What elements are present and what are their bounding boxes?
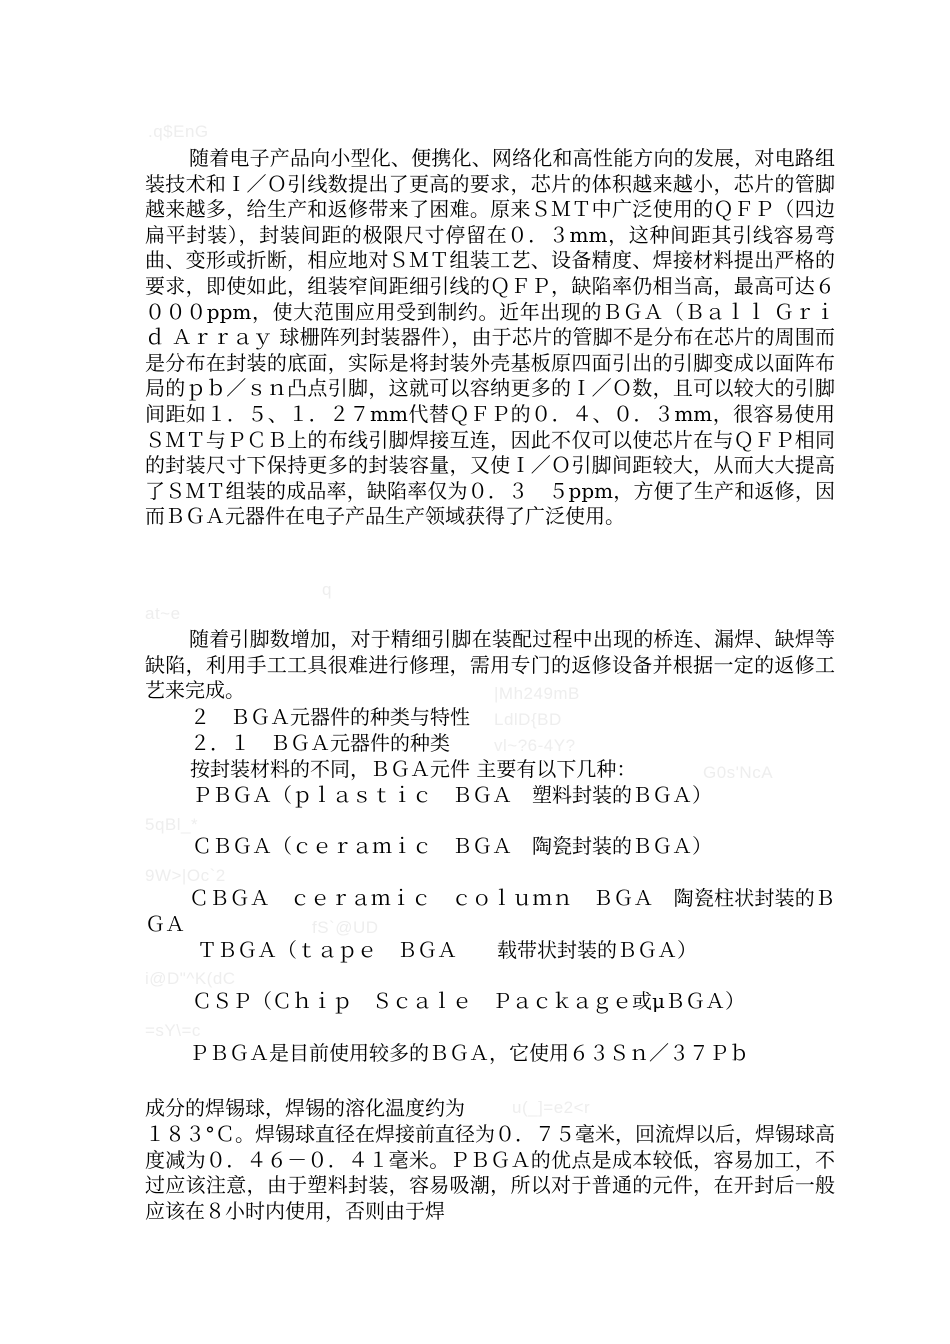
subsection-heading: ２．１ ＢＧＡ元器件的种类	[190, 731, 450, 755]
watermark-text: .q$EnG	[148, 122, 209, 141]
pbga-paragraph-body: １８３°Ｃ。焊锡球直径在焊接前直径为０．７５毫米，回流焊以后，焊锡球高度减为０．４６－０．４１毫米。ＰＢＧＡ的优点是成本较低，容易加工，不过应该注意，由于塑料封装，容易吸潮，所以对于普通的元件，在开封后一般应该在８小时内使用，否则由于焊	[145, 1122, 835, 1223]
watermark-text: at~e	[145, 604, 181, 623]
pbga-paragraph-start: ＰＢＧＡ是目前使用较多的ＢＧＡ，它使用６３Ｓｎ／３７Ｐｂ	[189, 1041, 749, 1065]
section-heading: ２ ＢＧＡ元器件的种类与特性	[190, 705, 470, 729]
types-intro: 按封装材料的不同，ＢＧＡ元件 主要有以下几种：	[190, 757, 637, 781]
type-item-cbga: ＣＢＧＡ（ｃｅｒａｍｉｃ ＢＧＡ 陶瓷封装的ＢＧＡ）	[192, 834, 712, 858]
type-item-csp: ＣＳＰ（Ｃｈｉｐ Ｓｃａｌｅ Ｐａｃｋａｇｅ或μＢＧＡ）	[192, 989, 745, 1013]
watermark-text: q	[322, 580, 332, 599]
watermark-text: i@D"^K(dC	[145, 969, 236, 988]
watermark-text: 9W>|Oc`2	[145, 866, 226, 885]
watermark-text: G0s'NcA	[703, 763, 774, 782]
watermark-text: 5qBl_*	[145, 815, 199, 834]
watermark-text: LdlD{BD	[494, 710, 562, 729]
type-item-ccga: ＣＢＧＡ ｃｅｒａｍｉｃ ｃｏｌｕｍｎ ＢＧＡ 陶瓷柱状封装的ＢＧＡ	[145, 886, 835, 936]
watermark-text: |Mh249mB	[494, 684, 580, 703]
type-item-pbga: ＰＢＧＡ（ｐｌａｓｔｉｃ ＢＧＡ 塑料封装的ＢＧＡ）	[192, 783, 712, 807]
pbga-paragraph-line: 成分的焊锡球，焊锡的溶化温度约为	[145, 1096, 465, 1120]
watermark-text: =sY\=c	[145, 1021, 201, 1040]
watermark-text: u(_]=e2<r	[512, 1098, 591, 1117]
watermark-text: vl~?6-4Y?	[494, 736, 576, 755]
watermark-text: fS`@UD	[312, 918, 379, 937]
type-item-tbga: ＴＢＧＡ（ｔａｐｅ ＢＧＡ 载带状封装的ＢＧＡ）	[197, 938, 697, 962]
repair-paragraph: 随着引脚数增加，对于精细引脚在装配过程中出现的桥连、漏焊、缺焊等缺陷，利用手工工具很难进行修理，需用专门的返修设备并根据一定的返修工艺来完成。	[145, 627, 835, 703]
intro-paragraph: 随着电子产品向小型化、便携化、网络化和高性能方向的发展，对电路组装技术和Ｉ／Ｏ引线数提出了更高的要求，芯片的体积越来越小，芯片的管脚越来越多，给生产和返修带来了困难。原来ＳＭＴ中广泛使用的ＱＦＰ（四边扁平封装），封装间距的极限尺寸停留在０．３mm，这种间距其引线容易弯曲、变形或折断，相应地对ＳＭＴ组装工艺、设备精度、焊接材料提出严格的要求，即使如此，组装窄间距细引线的ＱＦＰ，缺陷率仍相当高，最高可达６０００ppm，使大范围应用受到制约。近年出现的ＢＧＡ（Ｂａｌｌ Ｇｒｉｄ Ａｒｒａｙ 球栅阵列封装器件），由于芯片的管脚不是分布在芯片的周围而是分布在封装的底面，实际是将封装外壳基板原四面引出的引脚变成以面阵布局的ｐｂ／ｓｎ凸点引脚，这就可以容纳更多的Ｉ／Ｏ数，且可以较大的引脚间距如１．５、１．２７mm代替ＱＦＰ的０．４、０．３mm，很容易使用ＳＭＴ与ＰＣＢ上的布线引脚焊接互连，因此不仅可以使芯片在与ＱＦＰ相同的封装尺寸下保持更多的封装容量，又使Ｉ／Ｏ引脚间距较大，从而大大提高了ＳＭＴ组装的成品率，缺陷率仅为０．３ ５ppm，方便了生产和返修，因而ＢＧＡ元器件在电子产品生产领域获得了广泛使用。	[145, 146, 835, 529]
